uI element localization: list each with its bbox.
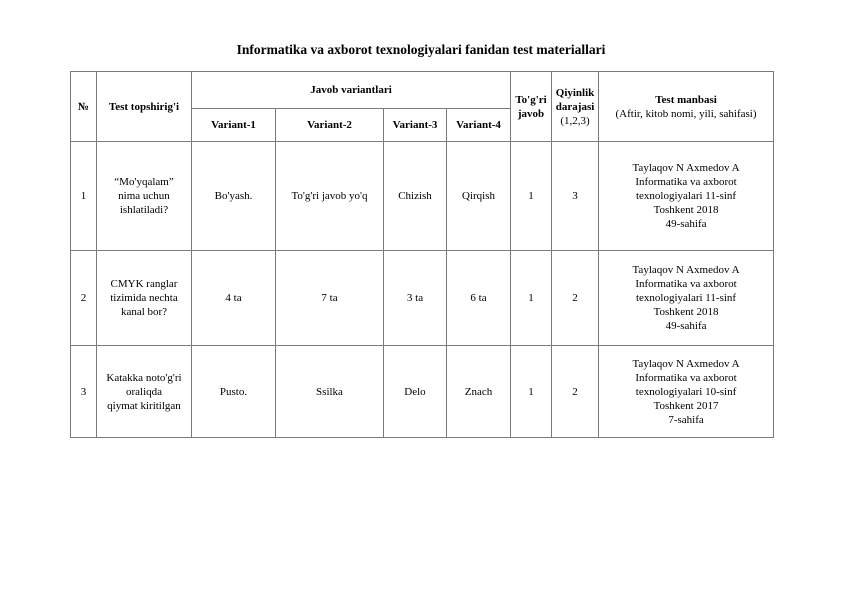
source-line: Informatika va axborot: [635, 278, 737, 290]
header-correct-answer: To'g'ri javob: [511, 72, 552, 142]
row-number: 3: [71, 346, 97, 438]
question-line: tizimida nechta: [110, 292, 178, 304]
source-line: Taylaqov N Axmedov A: [632, 357, 740, 370]
source-line: 49-sahifa: [665, 320, 707, 332]
source-cell: [599, 346, 774, 438]
row-number: 1: [71, 142, 97, 251]
question-cell: [97, 346, 192, 438]
variant-3-cell: Delo: [384, 346, 447, 438]
header-difficulty-label: Qiyinlik darajasi: [555, 86, 595, 113]
variant-2-cell: To'g'ri javob yo'q: [276, 142, 384, 251]
header-number: №: [71, 72, 97, 142]
header-variant-1: Variant-1: [192, 109, 276, 142]
question-line: Katakka noto'g'ri: [106, 371, 182, 384]
source-line: Informatika va axborot: [635, 176, 737, 188]
header-variant-4: Variant-4: [447, 109, 511, 142]
header-difficulty: [552, 72, 599, 142]
source-line: Taylaqov N Axmedov A: [632, 162, 740, 174]
question-line: CMYK ranglar: [110, 278, 178, 290]
question-line: oraliqda: [125, 385, 163, 398]
source-line: texnologiyalari 10-sinf: [635, 385, 737, 398]
header-answer-variants: Javob variantlari: [192, 72, 511, 109]
row-number: 2: [71, 251, 97, 346]
header-source-hint: (Aftir, kitob nomi, yili, sahifasi): [615, 107, 757, 120]
variant-4-cell: Znach: [447, 346, 511, 438]
variant-3-cell: 3 ta: [384, 251, 447, 346]
header-variant-3: Variant-3: [384, 109, 447, 142]
header-difficulty-range: (1,2,3): [560, 114, 590, 127]
difficulty-cell: 2: [552, 346, 599, 438]
correct-answer-cell: 1: [511, 346, 552, 438]
correct-answer-cell: 1: [511, 142, 552, 251]
question-line: ishlatiladi?: [119, 204, 169, 216]
source-line: texnologiyalari 11-sinf: [635, 190, 737, 202]
variant-2-cell: 7 ta: [276, 251, 384, 346]
source-line: 7-sahifa: [668, 413, 704, 426]
correct-answer-cell: 1: [511, 251, 552, 346]
header-source: [599, 72, 774, 142]
header-source-label: Test manbasi: [655, 93, 717, 106]
test-materials-table: [70, 71, 774, 438]
table-row: [71, 142, 774, 251]
variant-4-cell: Qirqish: [447, 142, 511, 251]
table-row: [71, 346, 774, 438]
source-line: 49-sahifa: [665, 218, 707, 230]
source-line: Informatika va axborot: [635, 371, 737, 384]
source-line: Toshkent 2018: [653, 204, 719, 216]
variant-1-cell: Pusto.: [192, 346, 276, 438]
source-line: Toshkent 2017: [653, 399, 719, 412]
variant-3-cell: Chizish: [384, 142, 447, 251]
question-cell: [97, 251, 192, 346]
question-cell: [97, 142, 192, 251]
variant-4-cell: 6 ta: [447, 251, 511, 346]
variant-1-cell: 4 ta: [192, 251, 276, 346]
difficulty-cell: 3: [552, 142, 599, 251]
question-line: “Mo'yqalam”: [114, 176, 174, 188]
source-line: texnologiyalari 11-sinf: [635, 292, 737, 304]
question-line: kanal bor?: [120, 306, 168, 318]
source-line: Toshkent 2018: [653, 306, 719, 318]
document-title: Informatika va axborot texnologiyalari fanidan test materiallari: [236, 42, 606, 57]
table-row: [71, 251, 774, 346]
source-cell: [599, 251, 774, 346]
header-variant-2: Variant-2: [276, 109, 384, 142]
source-cell: [599, 142, 774, 251]
question-line: nima uchun: [118, 190, 170, 202]
question-line: qiymat kiritilgan: [107, 399, 181, 412]
variant-2-cell: Ssilka: [276, 346, 384, 438]
variant-1-cell: Bo'yash.: [192, 142, 276, 251]
difficulty-cell: 2: [552, 251, 599, 346]
source-line: Taylaqov N Axmedov A: [632, 264, 740, 276]
header-task: Test topshirig'i: [97, 72, 192, 142]
